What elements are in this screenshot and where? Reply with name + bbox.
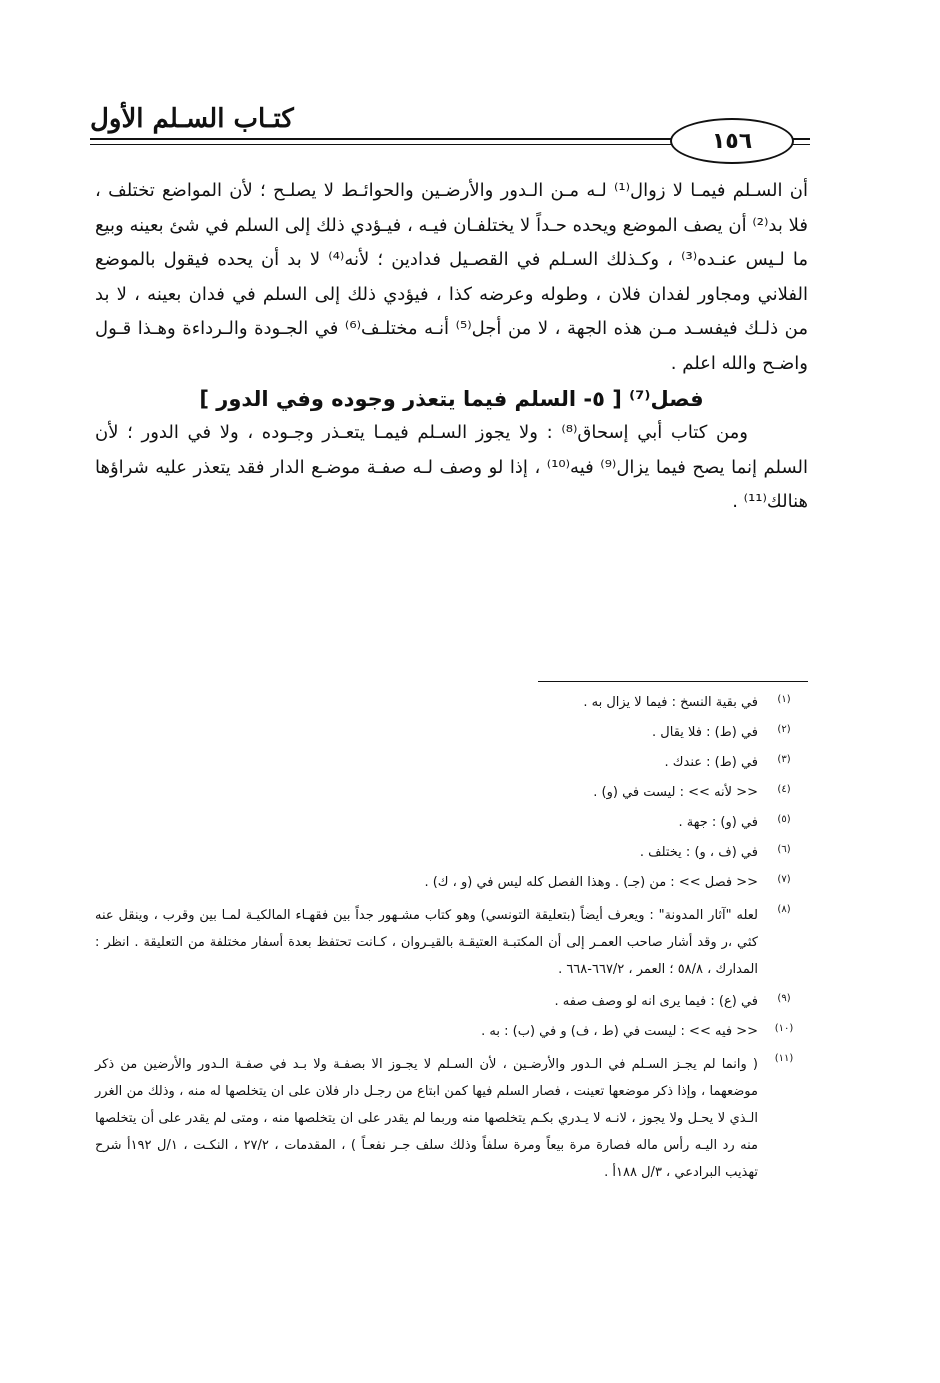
- footnote-number: (٢): [777, 724, 791, 735]
- footnote: [95, 1051, 810, 1186]
- footnote: [95, 812, 810, 834]
- footnote: [95, 842, 810, 864]
- footnote-text: لعله "آثار المدونة" : ويعرف أيضاً (بتعليقة التونسي) وهو كتاب مشـهور جداً بين فقهـاء المالكيـة لمـا بين وقرب ، وينقل عنه كثي ،ر وقد أشار صاحب العمـر إلى أن المكتبـة العتيقـة بالقيـروان ، كـانت تحتفظ بعدة أسفار مختلفة من التعليقة . انظر : المدارك ، ٥٨/٨ ؛ العمر ، ٦٦٧/٢-٦٦٨ .: [95, 908, 758, 977]
- footnote-number: (٩): [777, 993, 791, 1004]
- footnote-number: (١١): [774, 1053, 794, 1064]
- footnote-text: << لأنه >> : ليست في (و) .: [593, 785, 758, 800]
- footnote-number: (٤): [777, 784, 791, 795]
- footnote-text: في (ع) : فيما يرى انه لو وصف صفه .: [554, 994, 758, 1009]
- main-text: [95, 174, 808, 520]
- footnote: [95, 902, 810, 983]
- footnote-text: في (ط) : فلا يقال .: [652, 725, 758, 740]
- footnote: [95, 722, 810, 744]
- footnote-number: (٣): [777, 754, 791, 765]
- footnote: [95, 991, 810, 1013]
- footnote: [95, 872, 810, 894]
- footnote: [95, 782, 810, 804]
- page-number: ١٥٦: [711, 128, 753, 154]
- footnote: [95, 752, 810, 774]
- footnote: [95, 692, 810, 714]
- footnote-text: << فصل >> : من (جـ) . وهذا الفصل كله ليس في (و ، ك) .: [424, 875, 758, 890]
- footnote-text: في بقية النسخ : فيما لا يزال به .: [583, 695, 758, 710]
- paragraph-1: أن السـلم فيمـا لا زوال⁽¹⁾ لـه مـن الـدور والأرضـين والحوائـط لا يصلـح ؛ لأن المواضع تختلف ، فلا بد⁽²⁾ أن يصف الموضع ويحده حـداً لا يختلفـان فيـه ، فيـؤدي ذلك إلى السلم في شئ بعينه وبيع ما لـيس عنـده⁽³⁾ ، وكـذلك السـلم في القصـيل فدادين ؛ لأنه⁽⁴⁾ لا بد أن يحده فيقول بالموضع الفلاني ومجاور لفدان فلان ، وطوله وعرضه كذا ، فيؤدي ذلك إلى السلم في فدان بعينه ، لا بد من ذلـك فيفسـد مـن هذه الجهة ، لا من أجل⁽⁵⁾ أنـه مختلـف⁽⁶⁾ في الجـودة والـرداءة وهـذا قـول واضـح والله اعلم .: [95, 180, 809, 374]
- footnotes: [95, 692, 810, 1194]
- footnote: [95, 1021, 810, 1043]
- footnote-text: << فيه >> : ليست في (ط ، ف) و في (ب) : به .: [481, 1024, 758, 1039]
- footnote-number: (٦): [777, 844, 791, 855]
- running-title: كتـاب السـلم الأول: [90, 104, 294, 134]
- footnote-number: (٥): [777, 814, 791, 825]
- section-heading: فصل⁽⁷⁾ [ ٥- السلم فيما يتعذر وجوده وفي الدور ]: [199, 386, 704, 411]
- page-number-oval: [670, 118, 794, 164]
- page-header: [90, 100, 810, 160]
- paragraph-2: ومن كتاب أبي إسحاق⁽⁸⁾ : ولا يجوز السـلم فيمـا يتعـذر وجـوده ، ولا في الدور ؛ لأن السلم إنما يصح فيما يزال⁽⁹⁾ فيه⁽¹⁰⁾ ، إذا لو وصف لـه صفـة موضـع الدار فقد يتعذر عليه شراؤها هنالك⁽¹¹⁾ .: [95, 422, 808, 513]
- footnote-number: (١٠): [774, 1023, 794, 1034]
- footnote-number: (٨): [777, 904, 791, 915]
- footnote-number: (١): [777, 694, 791, 705]
- footnote-number: (٧): [777, 874, 791, 885]
- footnote-text: في (ف ، و) : يختلف .: [639, 845, 758, 860]
- footnote-text: ( وانما لم يجـز السـلم في الـدور والأرضـين ، لأن السـلم لا يجـوز الا بصفـة ولا بـد في صفـة الـدور والأرضين من ذكر موضعهما ، وإذا ذكر موضعها تعينت ، فصار السلم فيها كمن ابتاع من رجـل دار فلان على ان يتخلصها له منه ، وذلك من الغرر الـذي لا يحـل ولا يجوز ، لانـه لا يـدري بكـم يتخلصها منه وربما لم يقدر على ان يتخلصها منه ، ومتى لم يقدر على أن يتخلصها منه رد اليـه رأس ماله فصارة مرة بيعاً ومرة سلفاً وذلك سلف جـر نفعـاً ) ، المقدمات ، ٢٧/٢ ، النكـت ، ١/ل ١٩٢أ شرح تهذيب البرادعي ، ٣/ل ١٨٨أ .: [95, 1057, 758, 1180]
- footnote-text: في (ط) : عندك .: [664, 755, 758, 770]
- footnote-separator: [538, 681, 808, 682]
- footnote-text: في (و) : جهة .: [678, 815, 758, 830]
